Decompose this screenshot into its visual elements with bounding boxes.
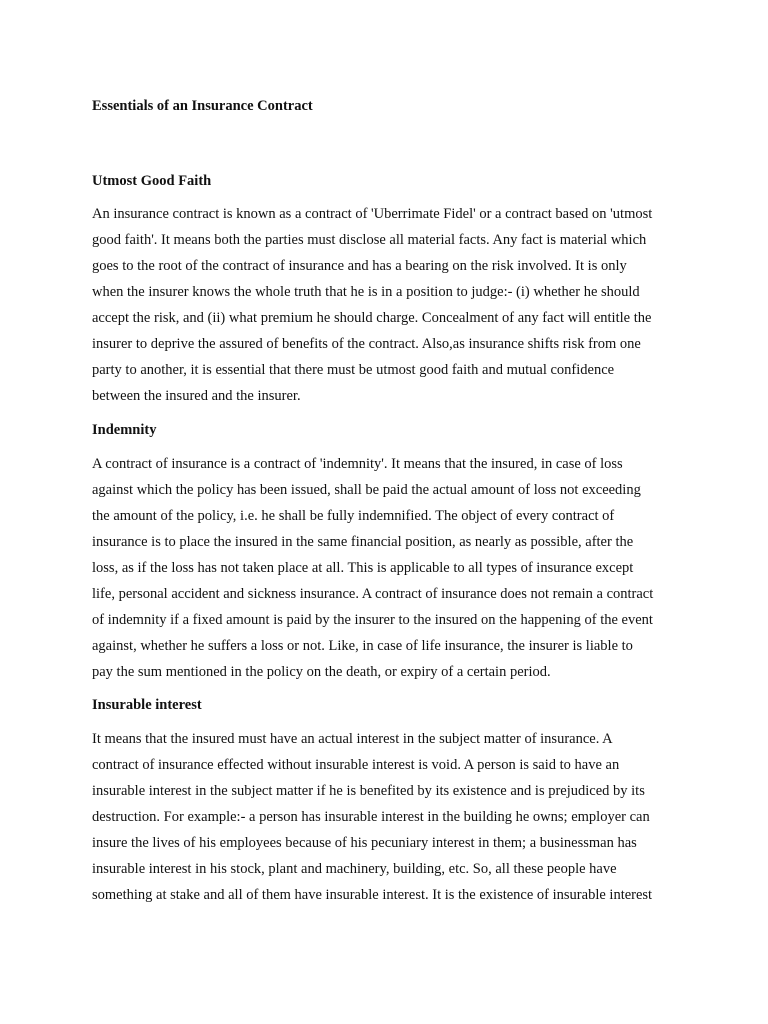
- paragraph-line: when the insurer knows the whole truth that he is in a position to judge:- (i) whether he should: [92, 284, 640, 300]
- paragraph-line: between the insured and the insurer.: [92, 388, 301, 404]
- section-heading-utmost-good-faith: Utmost Good Faith: [92, 173, 212, 189]
- paragraph-line: goes to the root of the contract of insurance and has a bearing on the risk involved. It is only: [92, 258, 627, 274]
- document-title: Essentials of an Insurance Contract: [92, 98, 313, 114]
- paragraph-line: the amount of the policy, i.e. he shall be fully indemnified. The object of every contract of: [92, 508, 615, 524]
- paragraph-line: accept the risk, and (ii) what premium he should charge. Concealment of any fact will entitle the: [92, 310, 652, 326]
- paragraph-utmost-good-faith: [92, 201, 682, 409]
- paragraph-line: party to another, it is essential that there must be utmost good faith and mutual confidence: [92, 362, 615, 378]
- paragraph-line: destruction. For example:- a person has insurable interest in the building he owns; employer can: [92, 809, 650, 825]
- paragraph-indemnity: [92, 451, 682, 685]
- paragraph-line: good faith'. It means both the parties must disclose all material facts. Any fact is material which: [92, 232, 647, 248]
- paragraph-line: insure the lives of his employees because of his pecuniary interest in them; a businessman has: [92, 835, 637, 851]
- paragraph-line: against, whether he suffers a loss or not. Like, in case of life insurance, the insurer is liable to: [92, 638, 633, 654]
- paragraph-insurable-interest: [92, 726, 682, 908]
- paragraph-line: contract of insurance effected without insurable interest is void. A person is said to have an: [92, 757, 620, 773]
- paragraph-line: It means that the insured must have an actual interest in the subject matter of insurance. A: [92, 731, 613, 747]
- paragraph-line: something at stake and all of them have insurable interest. It is the existence of insurable interest: [92, 887, 653, 903]
- paragraph-line: insurable interest in the subject matter if he is benefited by its existence and is prejudiced by its: [92, 783, 645, 799]
- paragraph-line: against which the policy has been issued, shall be paid the actual amount of loss not exceeding: [92, 482, 641, 498]
- paragraph-line: A contract of insurance is a contract of 'indemnity'. It means that the insured, in case of loss: [92, 456, 623, 472]
- paragraph-line: insurable interest in his stock, plant and machinery, building, etc. So, all these people have: [92, 861, 617, 877]
- paragraph-line: An insurance contract is known as a contract of 'Uberrimate Fidel' or a contract based on 'utmost: [92, 206, 653, 222]
- paragraph-line: loss, as if the loss has not taken place at all. This is applicable to all types of insurance except: [92, 560, 634, 576]
- paragraph-line: insurer to deprive the assured of benefits of the contract. Also,as insurance shifts risk from one: [92, 336, 641, 352]
- paragraph-line: pay the sum mentioned in the policy on the death, or expiry of a certain period.: [92, 664, 551, 680]
- section-heading-insurable-interest: Insurable interest: [92, 697, 202, 713]
- paragraph-line: of indemnity if a fixed amount is paid by the insurer to the insured on the happening of the event: [92, 612, 653, 628]
- section-heading-indemnity: Indemnity: [92, 422, 157, 438]
- paragraph-line: life, personal accident and sickness insurance. A contract of insurance does not remain a contract: [92, 586, 654, 602]
- paragraph-line: insurance is to place the insured in the same financial position, as nearly as possible, after the: [92, 534, 634, 550]
